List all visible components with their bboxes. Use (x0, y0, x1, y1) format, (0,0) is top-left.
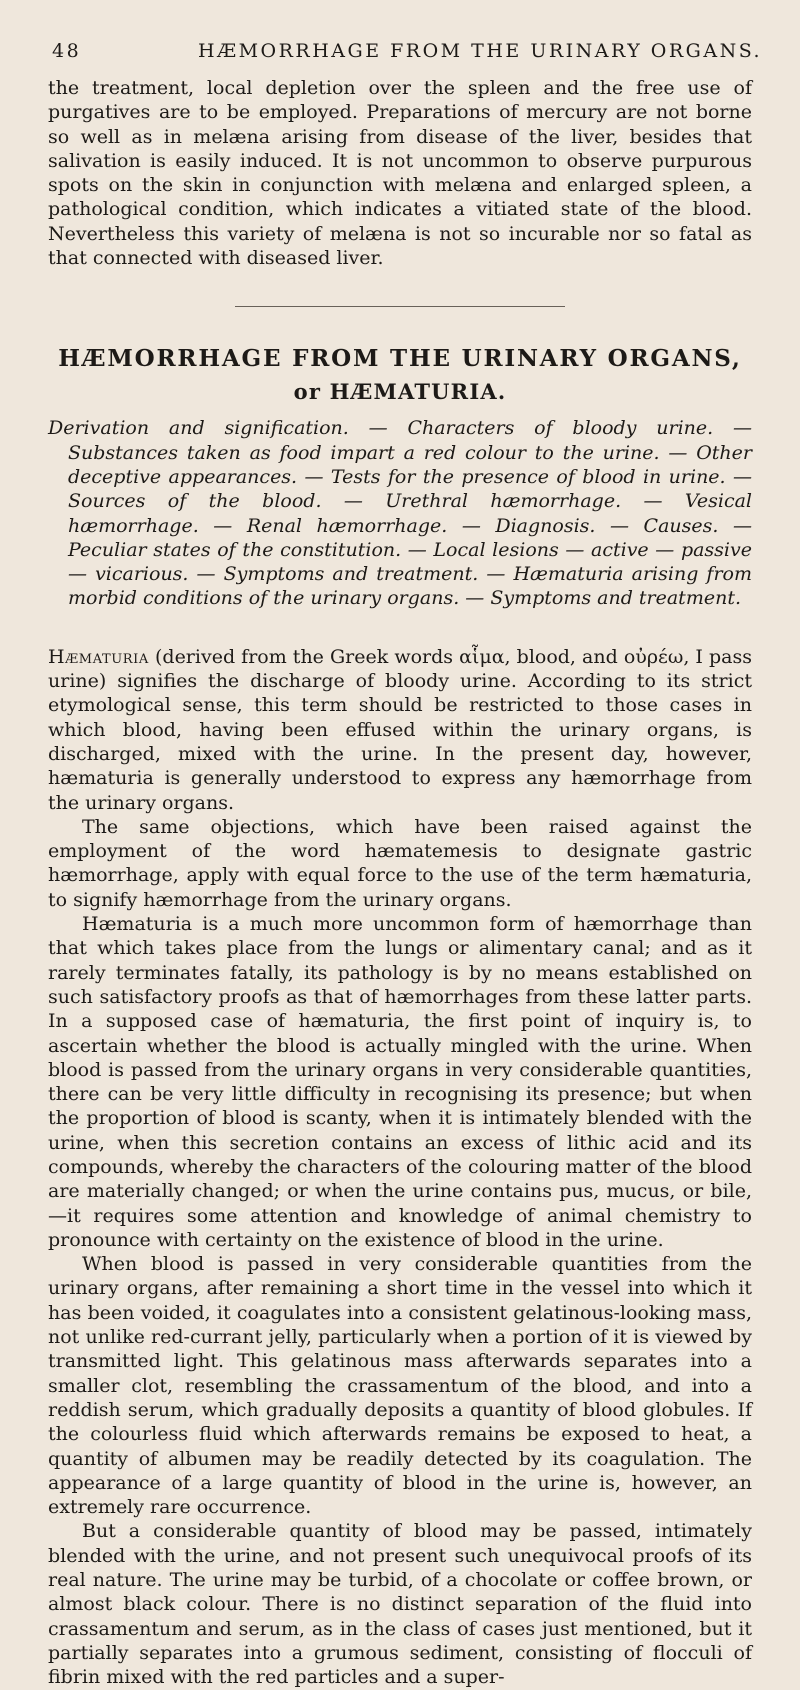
paragraph-1-lead-word: Hæmaturia (48, 645, 149, 668)
paragraph-1 (48, 645, 752, 815)
paragraph-2: The same objections, which have been raised against the employment of the word hæmatemesis to designate gastric hæmorrhage, apply with equal force to the use of the term hæmaturia, to signify hæmorrhage from the urinary organs. (48, 815, 752, 911)
chapter-synopsis: Derivation and signification. — Characters of bloody urine. — Substances taken as food impart a red colour to the urine. — Other deceptive appearances. — Tests for the presence of blood in urine. — Sources of the blood. — Urethral hæmorrhage. — Vesical hæmorrhage. — Renal hæmorrhage. — Diagnosis. — Causes. — Peculiar states of the constitution. — Local lesions — active — passive — vicarious. — Symptoms and treatment. — Hæmaturia arising from morbid conditions of the urinary organs. — Symptoms and treatment. (48, 417, 752, 610)
paragraph-5: But a considerable quantity of blood may be passed, intimately blended with the urine, and not present such unequivocal proofs of its real nature. The urine may be turbid, of a chocolate or coffee brown, or almost black colour. There is no distinct separation of the fluid into crassamentum and serum, as in the class of cases just mentioned, but it partially separates into a grumous sediment, consisting of flocculi of fibrin mixed with the red particles and a super- (48, 1520, 752, 1689)
section-title: HÆMORRHAGE FROM THE URINARY ORGANS, (58, 345, 742, 373)
body-text (48, 645, 752, 1690)
section-divider (235, 306, 565, 307)
page-number: 48 (52, 40, 82, 62)
running-title: HÆMORRHAGE FROM THE URINARY ORGANS. (198, 40, 763, 62)
paragraph-3: Hæmaturia is a much more uncommon form of hæmorrhage than that which takes place from the lungs or alimentary canal; and as it rarely terminates fatally, its pathology is by no means established on such satisfactory proofs as that of hæmorrhages from these latter parts. In a supposed case of hæmaturia, the first point of inquiry is, to ascertain whether the blood is actually mingled with the urine. When blood is passed from the urinary organs in very considerable quantities, there can be very little difficulty in recognising its presence; but when the proportion of blood is scanty, when it is intimately blended with the urine, when this secretion contains an excess of lithic acid and its compounds, whereby the characters of the colouring matter of the blood are materially changed; or when the urine contains pus, mucus, or bile,—it requires some attention and knowledge of animal chemistry to pronounce with certainty on the existence of blood in the urine. (48, 913, 752, 1251)
paragraph-1-text: (derived from the Greek words αἷμα, blood, and οὐρέω, I pass urine) signifies the discharge of bloody urine. According to its strict etymological sense, this term should be restricted to those cases in which blood, having been effused within the urinary organs, is discharged, mixed with the urine. In the present day, however, hæmaturia is generally understood to express any hæmorrhage from the urinary organs. (48, 645, 752, 814)
intro-paragraph: the treatment, local depletion over the spleen and the free use of purgatives are to be employed. Preparations of mercury are not borne so well as in melæna arising from disease of the liver, besides that salivation is easily induced. It is not uncommon to observe purpurous spots on the skin in conjunction with melæna and enlarged spleen, a pathological condition, which indicates a vitiated state of the blood. Nevertheless this variety of melæna is not so incurable nor so fatal as that connected with diseased liver. (48, 77, 752, 270)
section-subtitle: or HÆMATURIA. (293, 379, 507, 405)
running-header (48, 40, 763, 68)
paragraph-4: When blood is passed in very considerable quantities from the urinary organs, after remaining a short time in the vessel into which it has been voided, it coagulates into a consistent gelatinous-looking mass, not unlike red-currant jelly, particularly when a portion of it is viewed by transmitted light. This gelatinous mass afterwards separates into a smaller clot, resembling the crassamentum of the blood, and into a reddish serum, which gradually deposits a quantity of blood globules. If the colourless fluid which afterwards remains be exposed to heat, a quantity of albumen may be readily detected by its coagulation. The appearance of a large quantity of blood in the urine is, however, an extremely rare occurrence. (48, 1253, 752, 1519)
